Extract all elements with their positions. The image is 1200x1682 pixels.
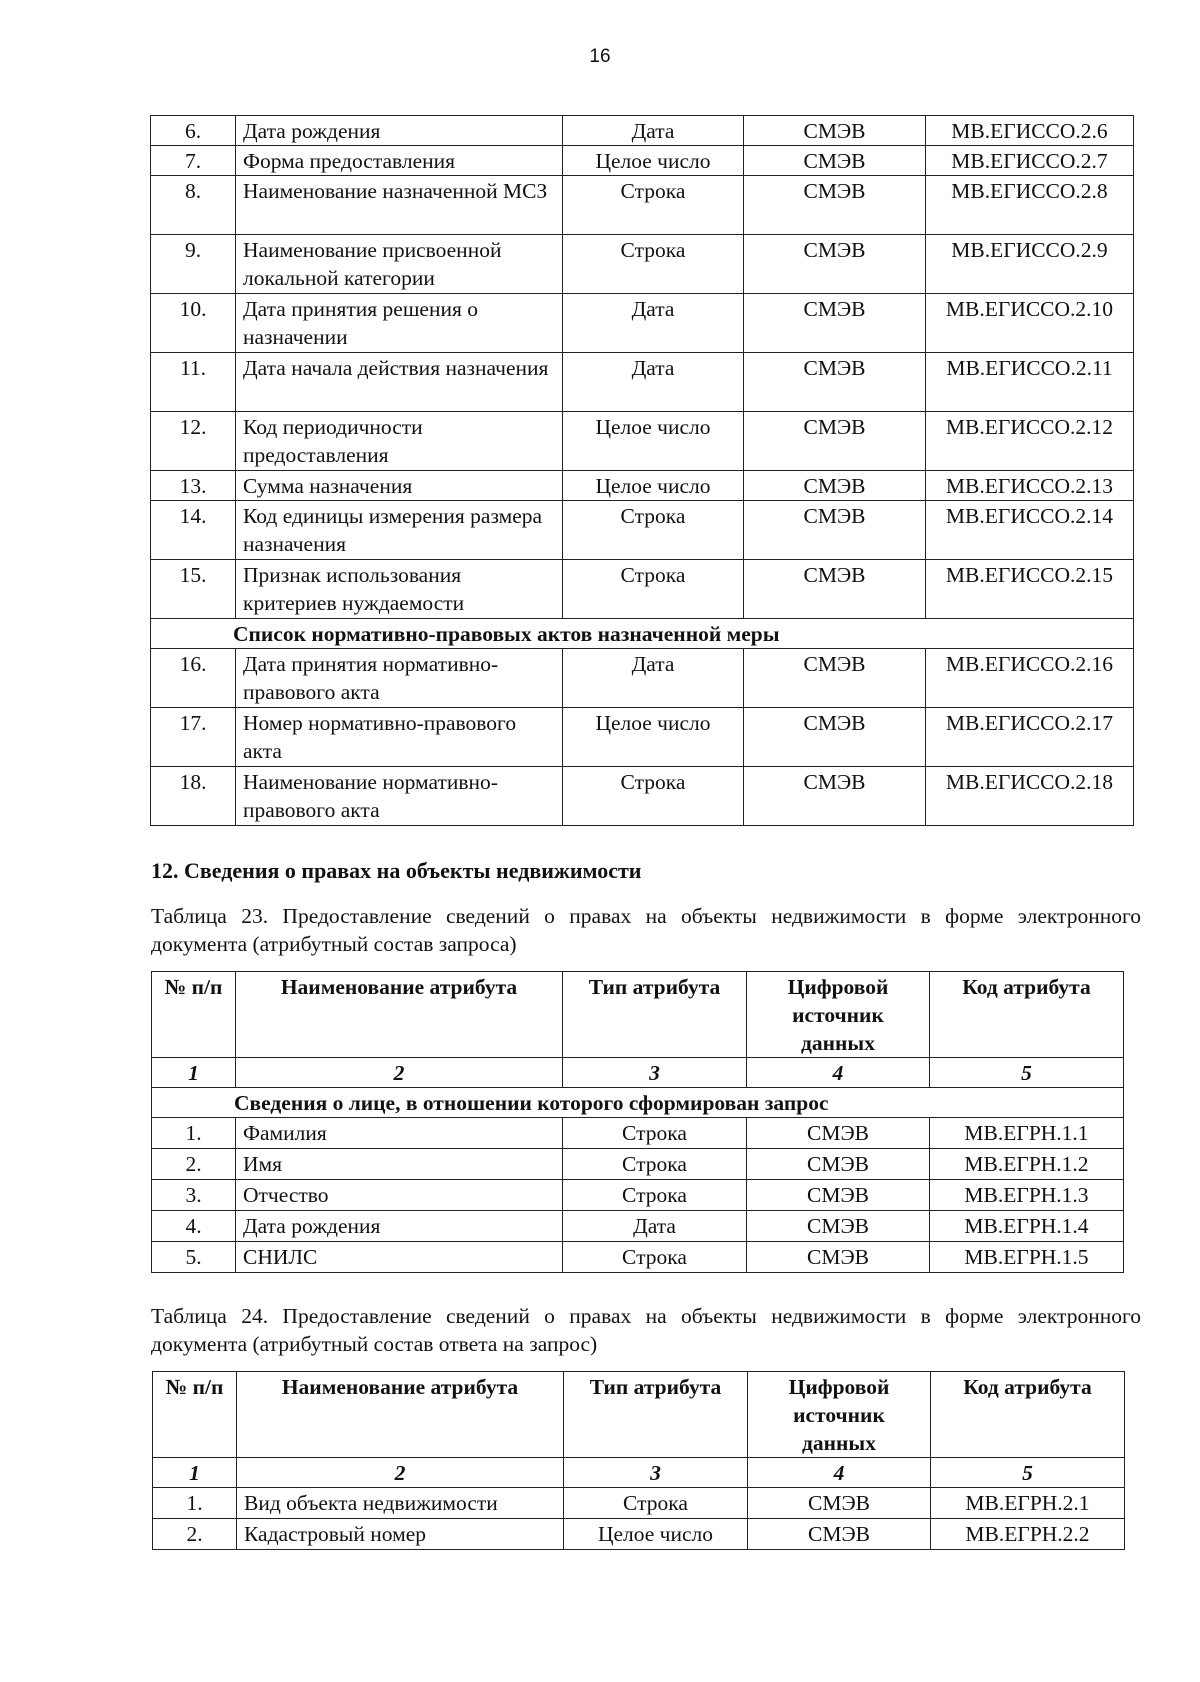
attribute-code: МВ.ЕГРН.1.2 — [930, 1149, 1124, 1180]
attribute-code: МВ.ЕГРН.1.5 — [930, 1242, 1124, 1273]
attribute-code: МВ.ЕГРН.2.2 — [931, 1519, 1125, 1550]
attribute-code: МВ.ЕГРН.2.1 — [931, 1488, 1125, 1519]
header-attribute-name: Наименование атрибута — [237, 1372, 564, 1458]
row-number: 9. — [151, 235, 236, 294]
attribute-type: Целое число — [563, 412, 744, 471]
attribute-type: Строка — [563, 501, 744, 560]
data-source: СМЭВ — [748, 1519, 931, 1550]
data-source: СМЭВ — [744, 560, 926, 619]
index-cell: 4 — [747, 1058, 930, 1088]
attribute-name: Фамилия — [236, 1118, 563, 1149]
header-attribute-type: Тип атрибута — [563, 972, 747, 1058]
row-number: 1. — [152, 1118, 236, 1149]
table-section-row — [152, 1088, 1124, 1118]
table-row — [151, 146, 1134, 176]
attribute-type: Целое число — [564, 1519, 748, 1550]
attribute-type: Строка — [563, 1242, 747, 1273]
index-cell: 2 — [236, 1058, 563, 1088]
attribute-name: Наименование назначенной МСЗ — [236, 176, 563, 235]
attribute-name: Отчество — [236, 1180, 563, 1211]
table-section-row — [151, 619, 1134, 649]
table-23-caption: Таблица 23. Предоставление сведений о правах на объекты недвижимости в форме электронного документа (атрибутный состав запроса) — [151, 904, 1141, 956]
attribute-type: Строка — [563, 235, 744, 294]
table-body — [151, 116, 1134, 619]
table-row — [151, 353, 1134, 412]
table-23 — [151, 971, 1124, 1273]
row-number: 8. — [151, 176, 236, 235]
attribute-type: Целое число — [563, 471, 744, 501]
attribute-type: Дата — [563, 294, 744, 353]
attribute-name: Имя — [236, 1149, 563, 1180]
row-number: 10. — [151, 294, 236, 353]
attribute-name: Дата рождения — [236, 116, 563, 146]
header-attribute-type: Тип атрибута — [564, 1372, 748, 1458]
table-row — [151, 235, 1134, 294]
data-source: СМЭВ — [744, 708, 926, 767]
header-data-source: Цифровой источник данных — [747, 972, 930, 1058]
attribute-name: Вид объекта недвижимости — [237, 1488, 564, 1519]
attribute-type: Дата — [563, 353, 744, 412]
attribute-code: МВ.ЕГИССО.2.10 — [926, 294, 1134, 353]
row-number: 18. — [151, 767, 236, 826]
table-row — [152, 1118, 1124, 1149]
attribute-name: Дата принятия нормативно-правового акта — [236, 649, 563, 708]
row-number: 1. — [153, 1488, 237, 1519]
table-row — [152, 1149, 1124, 1180]
table-row — [151, 501, 1134, 560]
table-header-row — [153, 1372, 1125, 1458]
attribute-code: МВ.ЕГИССО.2.18 — [926, 767, 1134, 826]
attribute-code: МВ.ЕГИССО.2.17 — [926, 708, 1134, 767]
row-number: 15. — [151, 560, 236, 619]
attribute-name: Форма предоставления — [236, 146, 563, 176]
attribute-code: МВ.ЕГИССО.2.14 — [926, 501, 1134, 560]
attribute-name: Номер нормативно-правового акта — [236, 708, 563, 767]
data-source: СМЭВ — [744, 649, 926, 708]
attribute-code: МВ.ЕГИССО.2.12 — [926, 412, 1134, 471]
page-number: 16 — [589, 46, 611, 67]
table-index-row — [153, 1458, 1125, 1488]
attribute-name: Дата принятия решения о назначении — [236, 294, 563, 353]
data-source: СМЭВ — [747, 1211, 930, 1242]
table-index-row — [152, 1058, 1124, 1088]
attribute-name: Кадастровый номер — [237, 1519, 564, 1550]
attribute-code: МВ.ЕГИССО.2.7 — [926, 146, 1134, 176]
header-attribute-code: Код атрибута — [931, 1372, 1125, 1458]
data-source: СМЭВ — [747, 1242, 930, 1273]
row-number: 2. — [153, 1519, 237, 1550]
attributes-table-continued — [150, 115, 1134, 826]
attribute-name: Дата начала действия назначения — [236, 353, 563, 412]
attribute-code: МВ.ЕГИССО.2.13 — [926, 471, 1134, 501]
attribute-type: Строка — [563, 767, 744, 826]
table-row — [151, 471, 1134, 501]
table-body — [152, 1118, 1124, 1273]
attribute-type: Дата — [563, 1211, 747, 1242]
attribute-type: Дата — [563, 116, 744, 146]
attribute-code: МВ.ЕГИССО.2.8 — [926, 176, 1134, 235]
index-cell: 5 — [931, 1458, 1125, 1488]
attribute-name: Наименование присвоенной локальной категории — [236, 235, 563, 294]
table-row — [153, 1488, 1125, 1519]
table-24-caption: Таблица 24. Предоставление сведений о правах на объекты недвижимости в форме электронного документа (атрибутный состав ответа на запрос) — [151, 1304, 1141, 1356]
data-source: СМЭВ — [747, 1149, 930, 1180]
attribute-type: Дата — [563, 649, 744, 708]
attribute-code: МВ.ЕГИССО.2.16 — [926, 649, 1134, 708]
attribute-type: Строка — [563, 560, 744, 619]
row-number: 6. — [151, 116, 236, 146]
header-attribute-code: Код атрибута — [930, 972, 1124, 1058]
index-cell: 3 — [563, 1058, 747, 1088]
data-source: СМЭВ — [744, 294, 926, 353]
table-row — [152, 1242, 1124, 1273]
index-cell: 5 — [930, 1058, 1124, 1088]
attribute-type: Целое число — [563, 146, 744, 176]
data-source: СМЭВ — [744, 235, 926, 294]
attribute-type: Строка — [563, 1118, 747, 1149]
attribute-name: Дата рождения — [236, 1211, 563, 1242]
data-source: СМЭВ — [744, 471, 926, 501]
header-data-source: Цифровой источник данных — [748, 1372, 931, 1458]
attribute-name: Сумма назначения — [236, 471, 563, 501]
data-source: СМЭВ — [747, 1118, 930, 1149]
row-number: 4. — [152, 1211, 236, 1242]
attribute-type: Строка — [563, 1149, 747, 1180]
table-row — [151, 767, 1134, 826]
data-source: СМЭВ — [747, 1180, 930, 1211]
section-title: Сведения о лице, в отношении которого сформирован запрос — [152, 1088, 1124, 1118]
header-number: № п/п — [152, 972, 236, 1058]
index-cell: 4 — [748, 1458, 931, 1488]
table-body — [151, 649, 1134, 826]
table-row — [151, 560, 1134, 619]
attribute-name: Наименование нормативно-правового акта — [236, 767, 563, 826]
data-source: СМЭВ — [744, 501, 926, 560]
attribute-name: Код периодичности предоставления — [236, 412, 563, 471]
index-cell: 2 — [237, 1458, 564, 1488]
data-source: СМЭВ — [744, 116, 926, 146]
table-header-row — [152, 972, 1124, 1058]
row-number: 7. — [151, 146, 236, 176]
attribute-type: Строка — [563, 1180, 747, 1211]
attribute-code: МВ.ЕГИССО.2.9 — [926, 235, 1134, 294]
data-source: СМЭВ — [744, 412, 926, 471]
table-row — [151, 294, 1134, 353]
table-row — [151, 649, 1134, 708]
table-row — [151, 116, 1134, 146]
attribute-type: Целое число — [563, 708, 744, 767]
table-row — [152, 1211, 1124, 1242]
section-title: Список нормативно-правовых актов назначенной меры — [151, 619, 1134, 649]
header-attribute-name: Наименование атрибута — [236, 972, 563, 1058]
data-source: СМЭВ — [744, 767, 926, 826]
table-body — [153, 1488, 1125, 1550]
table-row — [151, 176, 1134, 235]
attribute-name: Код единицы измерения размера назначения — [236, 501, 563, 560]
attribute-code: МВ.ЕГРН.1.1 — [930, 1118, 1124, 1149]
section-heading: 12. Сведения о правах на объекты недвижимости — [151, 858, 642, 883]
row-number: 16. — [151, 649, 236, 708]
index-cell: 3 — [564, 1458, 748, 1488]
attribute-type: Строка — [564, 1488, 748, 1519]
index-cell: 1 — [152, 1058, 236, 1088]
attribute-code: МВ.ЕГРН.1.3 — [930, 1180, 1124, 1211]
row-number: 14. — [151, 501, 236, 560]
attribute-name: СНИЛС — [236, 1242, 563, 1273]
attribute-type: Строка — [563, 176, 744, 235]
data-source: СМЭВ — [744, 176, 926, 235]
data-source: СМЭВ — [744, 146, 926, 176]
attribute-code: МВ.ЕГИССО.2.11 — [926, 353, 1134, 412]
table-row — [151, 412, 1134, 471]
row-number: 11. — [151, 353, 236, 412]
table-row — [151, 708, 1134, 767]
row-number: 17. — [151, 708, 236, 767]
attribute-code: МВ.ЕГИССО.2.6 — [926, 116, 1134, 146]
attribute-code: МВ.ЕГРН.1.4 — [930, 1211, 1124, 1242]
attribute-name: Признак использования критериев нуждаемости — [236, 560, 563, 619]
table-24 — [152, 1371, 1125, 1550]
data-source: СМЭВ — [744, 353, 926, 412]
table-row — [153, 1519, 1125, 1550]
row-number: 12. — [151, 412, 236, 471]
header-number: № п/п — [153, 1372, 237, 1458]
data-source: СМЭВ — [748, 1488, 931, 1519]
row-number: 13. — [151, 471, 236, 501]
row-number: 5. — [152, 1242, 236, 1273]
index-cell: 1 — [153, 1458, 237, 1488]
row-number: 2. — [152, 1149, 236, 1180]
attribute-code: МВ.ЕГИССО.2.15 — [926, 560, 1134, 619]
row-number: 3. — [152, 1180, 236, 1211]
table-row — [152, 1180, 1124, 1211]
